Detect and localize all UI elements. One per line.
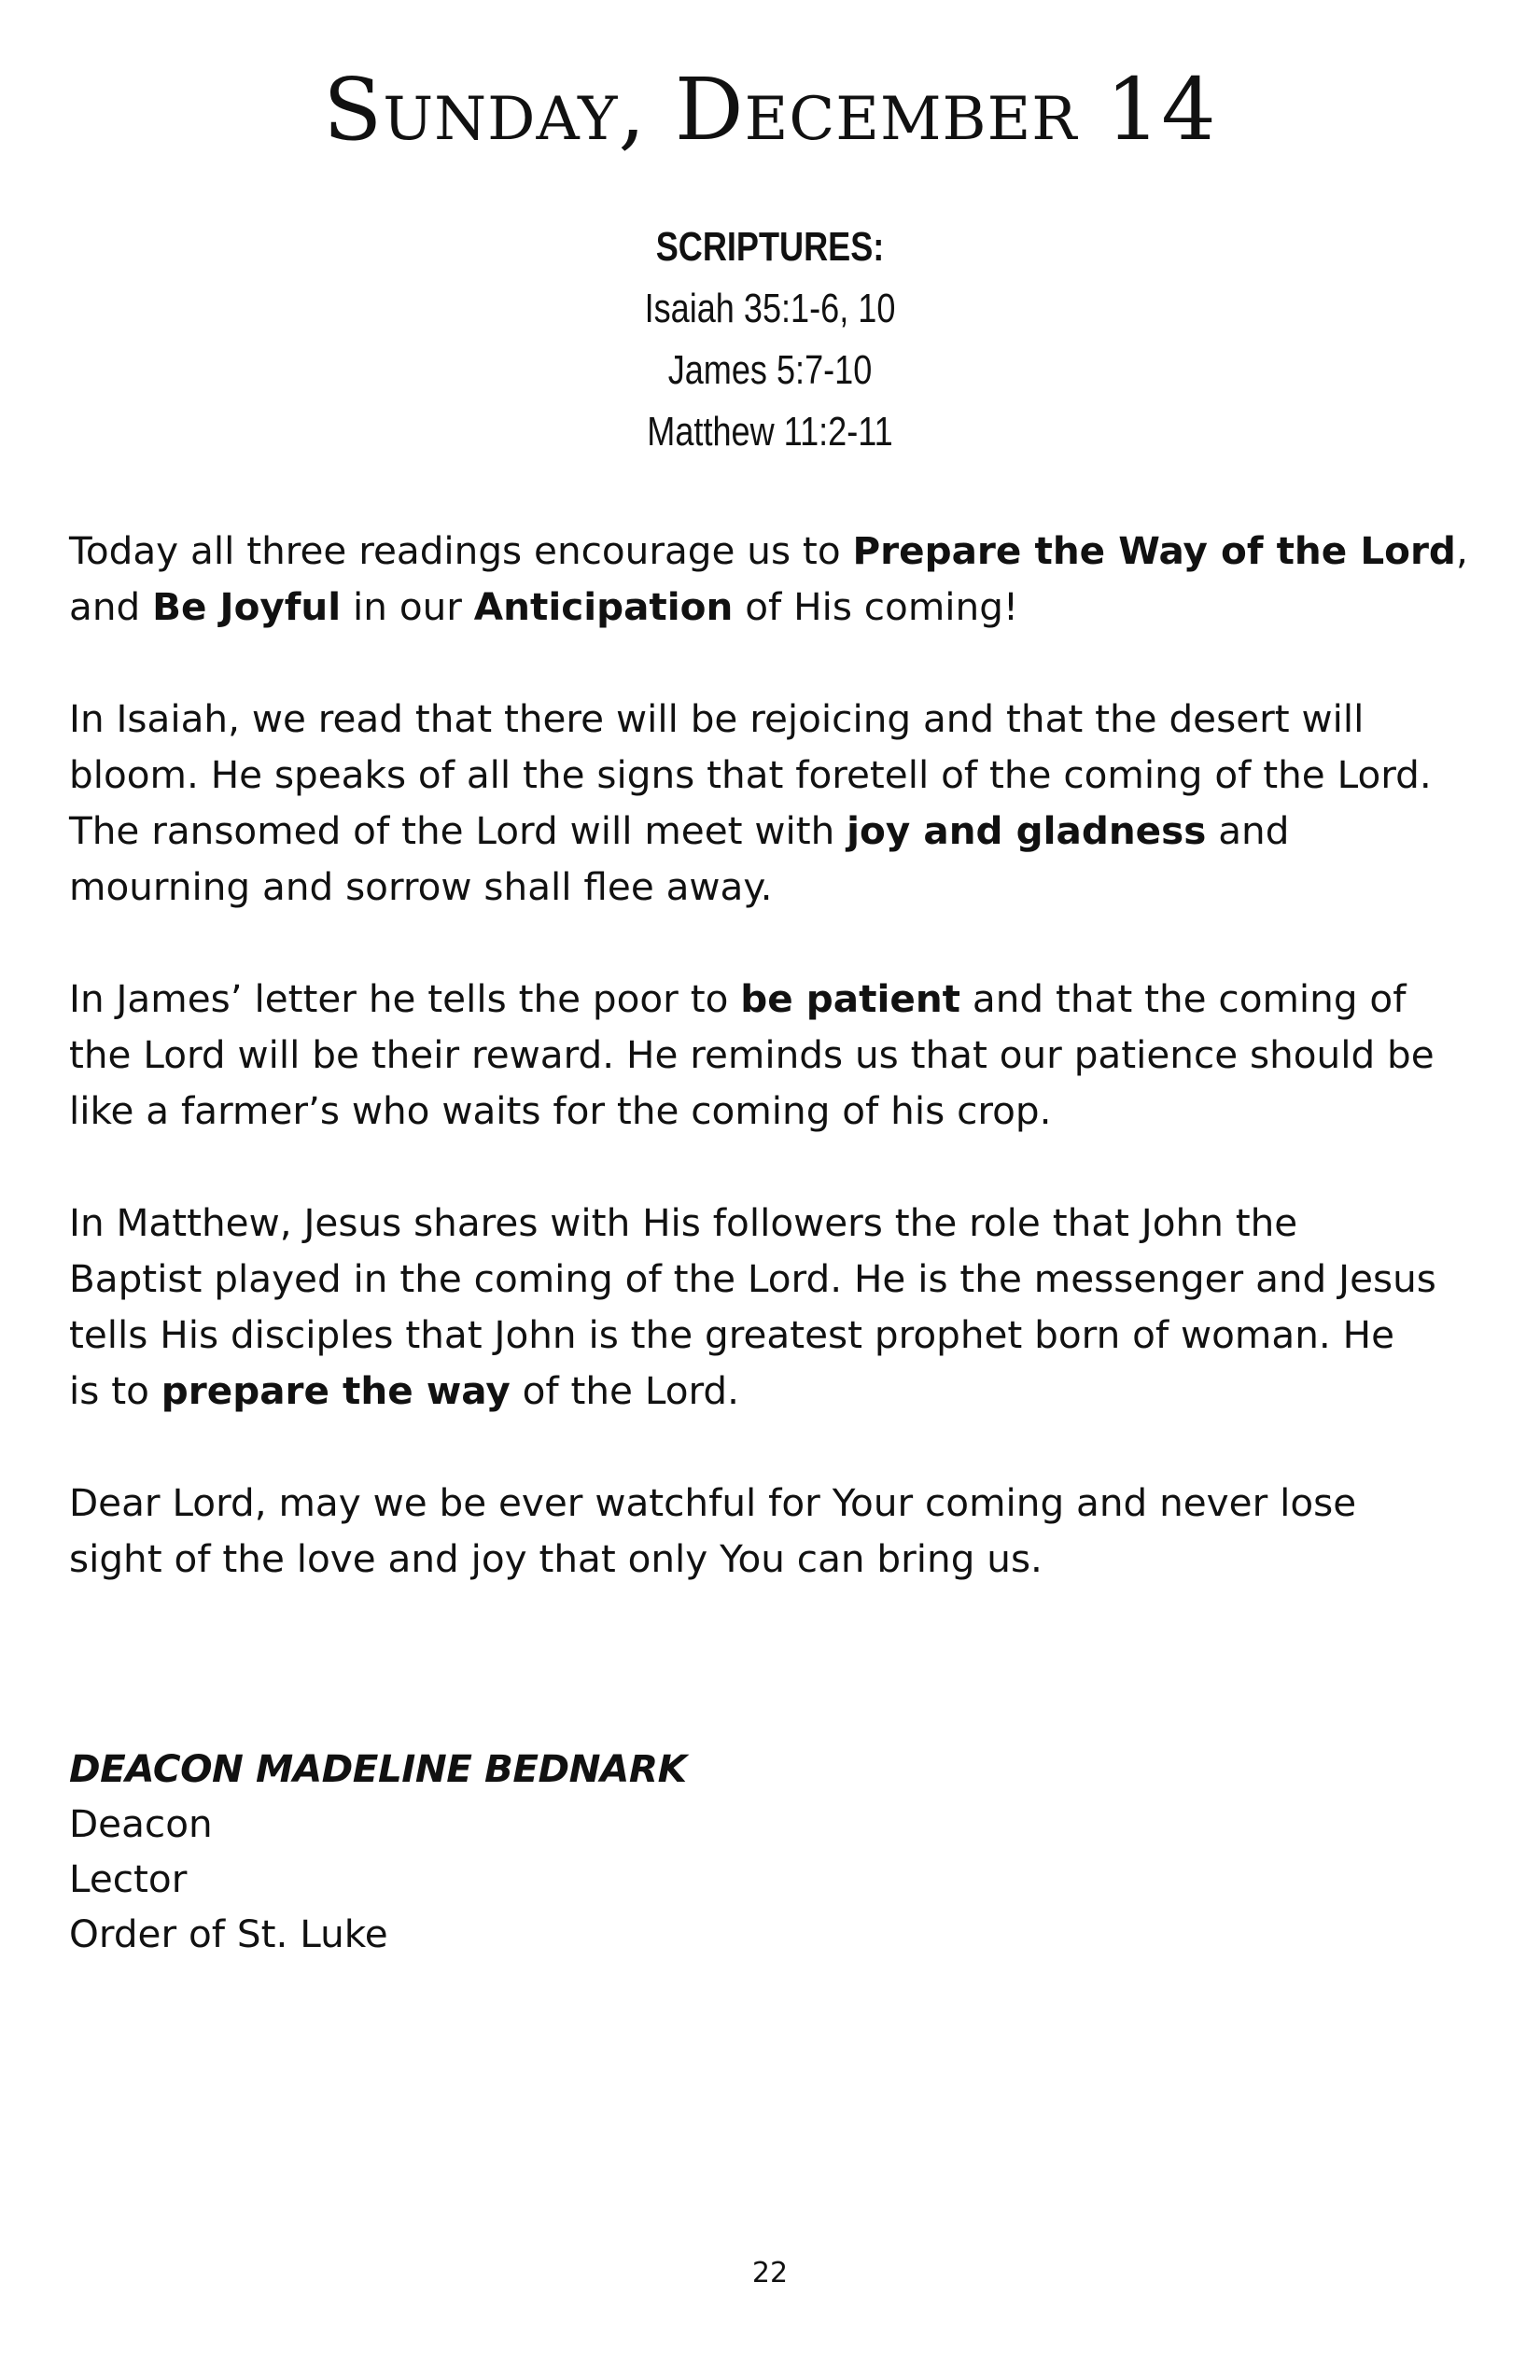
text-line: sight of the love and joy that only You can bring us. — [69, 1536, 1043, 1581]
text-run: of His coming! — [733, 584, 1019, 629]
text-run: and — [69, 584, 153, 629]
emphasis-text: Anticipation — [473, 584, 734, 629]
text-run: Today all three readings encourage us to — [69, 528, 853, 573]
text-line: like a farmer’s who waits for the coming of his crop. — [69, 1088, 1052, 1133]
paragraph-isaiah — [69, 691, 1488, 915]
scriptures-heading: SCRIPTURES: — [655, 224, 885, 270]
scripture-ref-james: James 5:7-10 — [667, 347, 873, 393]
text-line — [69, 1363, 1488, 1419]
scriptures-section — [139, 217, 1402, 463]
text-run: in our — [341, 584, 474, 629]
author-role: Lector — [69, 1856, 188, 1901]
text-line — [69, 803, 1488, 859]
text-line: Dear Lord, may we be ever watchful for Your coming and never lose — [69, 1480, 1357, 1525]
author-name: DEACON MADELINE BEDNARK — [69, 1746, 687, 1791]
scripture-ref-isaiah: Isaiah 35:1-6, 10 — [644, 286, 896, 331]
page-title: Sunday, December 14 — [323, 60, 1217, 160]
text-run: , — [1455, 528, 1468, 573]
text-run: and — [1206, 808, 1290, 853]
paragraph-intro — [69, 523, 1488, 635]
text-run: is to — [69, 1368, 161, 1413]
text-line — [69, 971, 1488, 1027]
text-line: Baptist played in the coming of the Lord. He is the messenger and Jesus — [69, 1256, 1436, 1301]
author-role: Order of St. Luke — [69, 1911, 388, 1956]
text-line: In Isaiah, we read that there will be rejoicing and that the desert will — [69, 696, 1365, 741]
author-role: Deacon — [69, 1801, 213, 1846]
emphasis-text: joy and gladness — [847, 808, 1207, 853]
scripture-ref-matthew: Matthew 11:2-11 — [647, 409, 893, 455]
text-run: The ransomed of the Lord will meet with — [69, 808, 847, 853]
text-run: of the Lord. — [510, 1368, 739, 1413]
text-line: mourning and sorrow shall flee away. — [69, 864, 773, 909]
text-run: In James’ letter he tells the poor to — [69, 976, 741, 1021]
text-line — [69, 579, 1488, 635]
text-line: In Matthew, Jesus shares with His followers the role that John the — [69, 1200, 1298, 1245]
page-number: 22 — [751, 2257, 789, 2289]
text-line: the Lord will be their reward. He reminds us that our patience should be — [69, 1032, 1435, 1077]
emphasis-text: be patient — [740, 976, 961, 1021]
author-signature — [69, 1742, 686, 1962]
emphasis-text: Be Joyful — [152, 584, 342, 629]
text-line: tells His disciples that John is the greatest prophet born of woman. He — [69, 1312, 1394, 1357]
paragraph-matthew — [69, 1195, 1488, 1419]
reflection-body — [69, 523, 1488, 1643]
text-line — [69, 523, 1488, 579]
text-run: and that the coming of — [960, 976, 1407, 1021]
paragraph-james — [69, 971, 1488, 1139]
emphasis-text: Prepare the Way of the Lord — [852, 528, 1456, 573]
text-line: bloom. He speaks of all the signs that foretell of the coming of the Lord. — [69, 752, 1432, 797]
paragraph-prayer — [69, 1475, 1488, 1587]
emphasis-text: prepare the way — [161, 1368, 511, 1413]
